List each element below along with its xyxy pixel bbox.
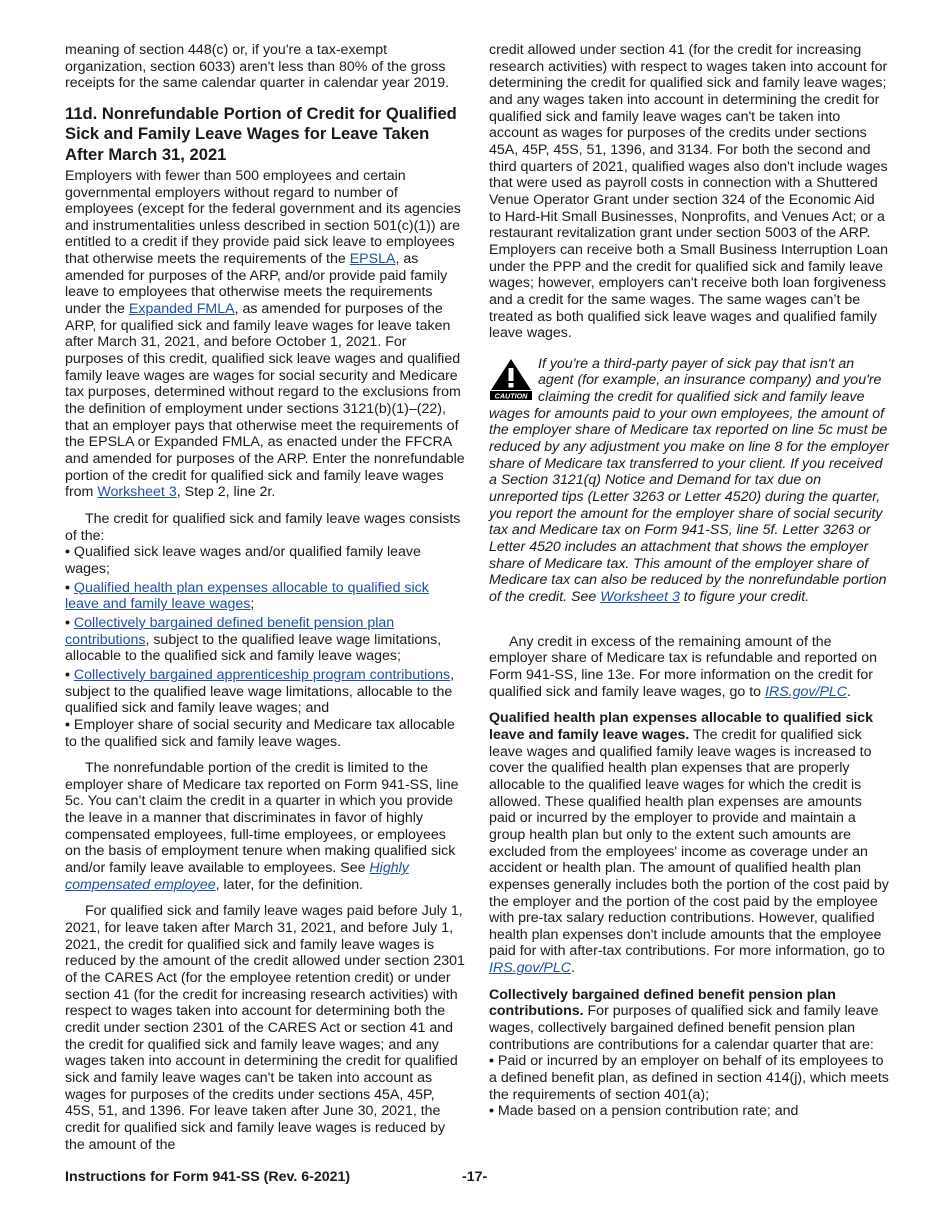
page-number: -17- bbox=[462, 1169, 488, 1185]
list-item: • Made based on a pension contribution rate; and bbox=[489, 1103, 799, 1120]
epsla-link[interactable]: EPSLA bbox=[349, 251, 396, 268]
irs-plc-link[interactable]: IRS.gov/PLC bbox=[765, 683, 848, 700]
bullet-icon: • bbox=[65, 614, 70, 631]
highly-compensated-employee-link[interactable]: Highly compensated employee bbox=[65, 860, 409, 893]
bullet-icon: • bbox=[489, 1053, 494, 1070]
list-item: • Employer share of social security and Medicare tax allocable to the qualified sick and family leave wages. bbox=[65, 716, 455, 750]
credit-components-list bbox=[65, 544, 465, 750]
irs-plc-link-2[interactable]: IRS.gov/PLC bbox=[489, 960, 572, 977]
section-heading-11d: 11d. Nonrefundable Portion of Credit for Qualified Sick and Family Leave Wages for Leave Taken After March 31, 2021 bbox=[65, 103, 457, 164]
bullet-icon: • bbox=[65, 666, 70, 683]
pension-plan-heading: Collectively bargained defined benefit pension plan contributions. bbox=[489, 986, 836, 1020]
right-paragraph-2: Any credit in excess of the remaining amount of the employer share of Medicare tax is refundable and reported on Form 941-SS, line 13e. For more information on the credit for qualified sick and family leave wages, go to IRS.gov/PLC. bbox=[489, 633, 878, 700]
caution-label: CAUTION bbox=[494, 391, 528, 401]
left-intro-paragraph: meaning of section 448(c) or, if you're a tax-exempt organization, section 6033) aren't less than 80% of the gross receipts for the same calendar quarter in calendar year 2019. bbox=[65, 42, 450, 92]
left-paragraph-3: The nonrefundable portion of the credit is limited to the employer share of Medicare tax reported on Form 941-SS, line 5c. You can’t claim the credit in a quarter in which you provide the leave in a manner that discriminates in favor of highly compensated employees, full-time employees, or employees on the basis of employment tenure when making qualified sick and/or family leave available to employees. See Highly compensated employee, later, for the definition. bbox=[65, 760, 459, 893]
bullet-icon: • bbox=[65, 716, 70, 733]
caution-icon bbox=[489, 357, 533, 401]
list-item: • Collectively bargained apprenticeship program contributions, subject to the qualified leave wage limitations, allocable to the qualified sick and family leave wages; and bbox=[65, 666, 455, 717]
bullet-icon: • bbox=[489, 1103, 494, 1120]
apprenticeship-contributions-link[interactable]: Collectively bargained apprenticeship program contributions bbox=[73, 666, 451, 683]
pension-plan-contributions-link[interactable]: Collectively bargained defined benefit pension plan contributions bbox=[65, 614, 395, 648]
caution-notice: CAUTION If you're a third-party payer of sick pay that isn't an agent (for example, an insurance company) and you're claiming the credit for qualified sick and family leave wages for amounts paid to your own employees, the amount of the employer share of Medicare tax reported on line 5c must be reduced by any adjustment you make on line 8 for the employer share of Medicare tax transferred to your client. If you received a Section 3121(q) Notice and Demand for tax due on unreported tips (Letter 3263 or Letter 4520) during the quarter, you report the amount for the employer share of social security tax and Medicare tax on Form 941-SS, line 5f. Letter 3263 or Letter 4520 includes an attachment that shows the employer share of Medicare tax. This amount of the employer share of Medicare tax can also be reduced by the nonrefundable portion of the credit. See Worksheet 3 to figure your credit. bbox=[489, 355, 889, 605]
left-column bbox=[65, 42, 465, 1153]
list-item: • Collectively bargained defined benefit pension plan contributions, subject to the qualified leave wage limitations, allocable to the qualified sick and family leave wages; bbox=[65, 614, 442, 665]
form-title: Instructions for Form 941-SS (Rev. 6-2021) bbox=[65, 1169, 351, 1185]
qualified-health-plan-heading: Qualified health plan expenses allocable to qualified sick leave and family leave wages. bbox=[489, 710, 873, 743]
list-item: • Qualified health plan expenses allocable to qualified sick leave and family leave wages; bbox=[65, 579, 429, 613]
list-item: • Paid or incurred by an employer on behalf of its employees to a defined benefit plan, as defined in section 414(j), which meets the requirements of section 401(a); bbox=[489, 1053, 889, 1103]
left-paragraph-1: Employers with fewer than 500 employees and certain governmental employers without regard to number of employees (except for the federal government and its agencies and instrumentalities unless described in section 501(c)(1)) are entitled to a credit if they provide paid sick leave to employees that otherwise meets the requirements of the EPSLA, as amended for purposes of the ARP, and/or provide paid family leave to employees that otherwise meets the requirements under the Expanded FMLA, as amended for purposes of the ARP, for qualified sick and family leave wages for leave taken after March 31, 2021, and before October 1, 2021. For purposes of this credit, qualified sick leave wages and qualified family leave wages are wages for social security and Medicare tax purposes, determined without regard to the exclusions from the definition of employment under sections 3121(b)(1)–(22), that an employer pays that otherwise meet the requirements of the EPSLA or Expanded FMLA, as enacted under the FFCRA and amended for purposes of the ARP. Enter the nonrefundable portion of the credit for qualified sick and family leave wages from Worksheet 3, Step 2, line 2r. bbox=[65, 167, 465, 501]
left-paragraph-4: For qualified sick and family leave wages paid before July 1, 2021, for leave taken after March 31, 2021, and before July 1, 2021, the credit for qualified sick and family leave wages is reduced by the amount of the credit allowed under section 2301 of the CARES Act (for the employee retention credit) or under section 41 (for the credit for increasing research activities) with respect to wages taken into account for determining both the credit under section 2301 of the CARES Act or section 41 and the credit for qualified sick and family leave wages; and any wages taken into account in determining the credit for qualified sick and family leave wages can't be taken into account as wages for purposes of the credits under sections 45A, 45P, 45S, 51, and 1396. For leave taken after June 30, 2021, the credit for qualified sick and family leave wages is reduced by the amount of the bbox=[65, 903, 465, 1153]
caution-worksheet-3-link[interactable]: Worksheet 3 bbox=[600, 589, 680, 605]
right-paragraph-1: credit allowed under section 41 (for the credit for increasing research activities) with respect to wages taken into account for determining the credit for qualified sick and family leave wages; and any wages taken into account in determining the credit for qualified sick and family leave wages can't be taken into account as wages for purposes of the credits under sections 45A, 45P, 45S, 51, 1396, and 3134. For both the second and third quarters of 2021, qualified wages also don't include wages that were used as payroll costs in connection with a Shuttered Venue Operator Grant under section 324 of the Economic Aid to Hard-Hit Small Businesses, Nonprofits, and Venues Act; or a restaurant revitalization grant under section 5003 of the ARP. Employers can receive both a Small Business Interruption Loan under the PPP and the credit for qualified sick and family leave wages; however, employers can't receive both loan forgiveness and a credit for the same wages. The same wages can’t be treated as both qualified sick leave wages and qualified family leave wages. bbox=[489, 42, 889, 342]
right-paragraph-4: Collectively bargained defined benefit pension plan contributions. For purposes of qualified sick and family leave wages, collectively bargained defined benefit pension plan contributions are contributions for a calendar quarter that are: bbox=[489, 986, 879, 1053]
right-paragraph-3: Qualified health plan expenses allocable to qualified sick leave and family leave wages. The credit for qualified sick leave wages and qualified family leave wages is increased to cover the qualified health plan expenses that are properly allocable to the qualified leave wages for which the credit is allowed. These qualified health plan expenses are amounts paid or incurred by the employer to provide and maintain a group health plan but only to the extent such amounts are excluded from the employees' income as coverage under an accident or health plan. The amount of qualified health plan expenses generally includes both the portion of the cost paid by the employer and the portion of the cost paid by the employee with pre-tax salary reduction contributions. However, qualified health plan expenses don't include amounts that the employee paid for with after-tax contributions. For more information, go to IRS.gov/PLC. bbox=[489, 710, 889, 977]
list-item: • Qualified sick leave wages and/or qualified family leave wages; bbox=[65, 544, 421, 577]
left-paragraph-2: The credit for qualified sick and family leave wages consists of the: bbox=[65, 510, 461, 544]
pension-requirements-list bbox=[489, 1053, 889, 1120]
worksheet-3-link[interactable]: Worksheet 3 bbox=[97, 484, 177, 501]
right-column bbox=[489, 42, 889, 1120]
expanded-fmla-link[interactable]: Expanded FMLA bbox=[128, 301, 235, 318]
bullet-icon: • bbox=[65, 544, 70, 561]
bullet-icon: • bbox=[65, 579, 70, 596]
qualified-health-plan-link[interactable]: Qualified health plan expenses allocable to qualified sick leave and family leave wages bbox=[65, 579, 429, 613]
